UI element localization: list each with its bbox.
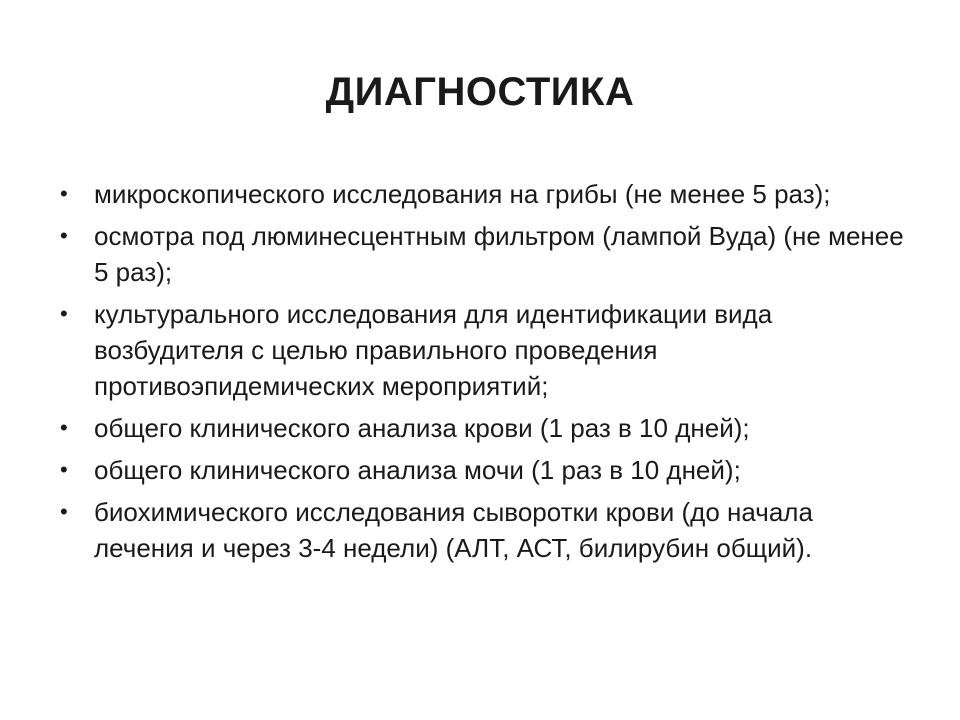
bullet-item-wood-lamp: [58, 218, 918, 290]
bullet-dot-icon: •: [60, 499, 68, 524]
bullet-text: биохимического исследования сыворотки крови (до начала лечения и через 3-4 недели) (АЛТ, АСТ, билирубин общий).: [94, 497, 813, 563]
slide-title: ДИАГНОСТИКА: [325, 70, 635, 114]
bullet-item-biochemistry: [58, 494, 918, 566]
bullet-dot-icon: •: [60, 301, 68, 326]
bullet-text: осмотра под люминесцентным фильтром (лампой Вуда) (не менее 5 раз);: [94, 221, 904, 287]
bullet-text: культурального исследования для идентификации вида возбудителя с целью правильного проведения противоэпидемических мероприятий;: [94, 299, 773, 401]
bullet-item-blood-test: [58, 410, 918, 446]
bullet-item-microscopy: [58, 176, 918, 212]
bullet-text: общего клинического анализа мочи (1 раз в 10 дней);: [94, 455, 741, 485]
bullet-item-urine-test: [58, 452, 918, 488]
bullet-dot-icon: •: [60, 457, 68, 482]
bullet-text: микроскопического исследования на грибы (не менее 5 раз);: [94, 179, 831, 209]
bullet-dot-icon: •: [60, 181, 68, 206]
bullet-list: [58, 176, 918, 572]
bullet-text: общего клинического анализа крови (1 раз в 10 дней);: [94, 413, 750, 443]
bullet-dot-icon: •: [60, 223, 68, 248]
bullet-dot-icon: •: [60, 415, 68, 440]
bullet-item-culture: [58, 296, 918, 404]
